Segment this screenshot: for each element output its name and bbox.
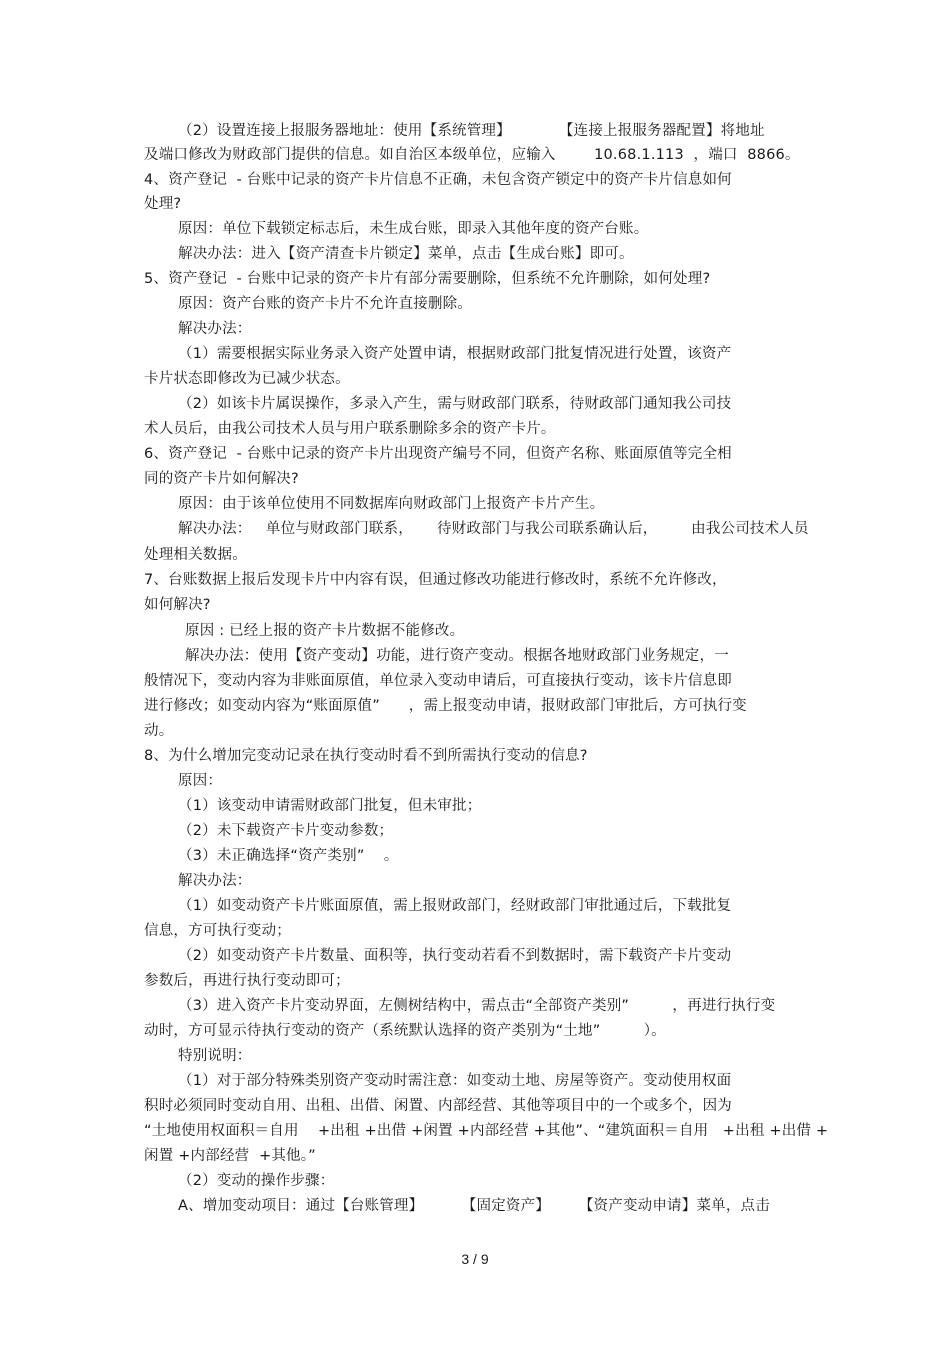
text-line: 信息，方可执行变动； [144, 923, 291, 939]
text-line: A、增加变动项目：通过【台账管理】 【固定资产】 【资产变动申请】菜单，点击 [178, 1198, 770, 1214]
text-line: 及端口修改为财政部门提供的信息。如自治区本级单位，应输入 10.68.1.113 ，端口 8866。 [144, 147, 800, 163]
text-line: “土地使用权面积＝自用 +出租 +出借 +闲置 +内部经营 +其他”、“建筑面积＝自用 +出租 +出借 + [144, 1123, 829, 1139]
text-line: 6、资产登记 - 台账中记录的资产卡片出现资产编号不同，但资产名称、账面原值等完全相 [144, 446, 732, 462]
text-line: 积时必须同时变动自用、出租、出借、闲置、内部经营、其他等项目中的一个或多个，因为 [144, 1098, 732, 1114]
text-line: 动时，方可显示待执行变动的资产（系统默认选择的资产类别为“土地” ）。 [144, 1023, 666, 1039]
text-line: 进行修改；如变动内容为“账面原值” ，需上报变动申请，报财政部门审批后，方可执行变 [144, 698, 747, 714]
text-line: 同的资产卡片如何解决? [144, 471, 299, 487]
text-line: 术人员后，由我公司技术人员与用户联系删除多余的资产卡片。 [144, 421, 556, 437]
text-line: 解决办法： [178, 873, 252, 889]
text-line: 解决办法：使用【资产变动】功能，进行资产变动。根据各地财政部门业务规定，一 [185, 648, 729, 664]
text-line: （2）变动的操作步骤： [178, 1173, 335, 1189]
text-line: 动。 [144, 723, 174, 739]
text-line: 处理? [144, 196, 182, 212]
text-line: （1）对于部分特殊类别资产变动时需注意：如变动土地、房屋等资产。变动使用权面 [178, 1073, 732, 1089]
text-line: 原因 : 已经上报的资产卡片数据不能修改。 [185, 623, 465, 639]
text-line: 卡片状态即修改为已减少状态。 [144, 371, 350, 387]
text-line: 参数后，再进行执行变动即可； [144, 973, 350, 989]
text-line: 处理相关数据。 [144, 547, 247, 563]
text-line: （1）如变动资产卡片账面原值，需上报财政部门，经财政部门审批通过后，下载批复 [178, 898, 732, 914]
text-line: （2）如变动资产卡片数量、面积等，执行变动若看不到数据时，需下载资产卡片变动 [178, 948, 732, 964]
text-line: 原因：由于该单位使用不同数据库向财政部门上报资产卡片产生。 [178, 496, 605, 512]
text-line: 8、为什么增加完变动记录在执行变动时看不到所需执行变动的信息? [144, 748, 588, 764]
text-line: 解决办法： 单位与财政部门联系， 待财政部门与我公司联系确认后， 由我公司技术人员 [178, 521, 809, 537]
text-line: （2）如该卡片属误操作，多录入产生，需与财政部门联系，待财政部门通知我公司技 [178, 396, 732, 412]
text-line: 闲置 +内部经营 +其他。” [144, 1148, 316, 1164]
text-line: 般情况下，变动内容为非账面原值，单位录入变动申请后，可直接执行变动，该卡片信息即 [144, 673, 732, 689]
text-line: （1）需要根据实际业务录入资产处置申请，根据财政部门批复情况进行处置，该资产 [178, 346, 732, 362]
text-line: 4、资产登记 - 台账中记录的资产卡片信息不正确，未包含资产锁定中的资产卡片信息如何 [144, 172, 732, 188]
text-line: （2）设置连接上报服务器地址：使用【系统管理】 【连接上报服务器配置】将地址 [178, 123, 765, 139]
text-line: 解决办法：进入【资产清查卡片锁定】菜单，点击【生成台账】即可。 [178, 246, 634, 262]
text-line: 解决办法： [178, 321, 252, 337]
text-line: （1）该变动申请需财政部门批复，但未审批； [178, 798, 482, 814]
text-line: 原因：资产台账的资产卡片不允许直接删除。 [178, 296, 472, 312]
text-line: 7、台账数据上报后发现卡片中内容有误，但通过修改功能进行修改时，系统不允许修改， [144, 572, 727, 588]
text-line: 5、资产登记 - 台账中记录的资产卡片有部分需要删除，但系统不允许删除，如何处理? [144, 271, 711, 287]
text-line: （3）未正确选择“资产类别” 。 [178, 848, 399, 864]
text-line: （2）未下载资产卡片变动参数； [178, 823, 394, 839]
text-line: （3）进入资产卡片变动界面，左侧树结构中，需点击“全部资产类别” ，再进行执行变 [178, 998, 776, 1014]
text-line: 特别说明： [178, 1048, 252, 1064]
text-line: 原因： [178, 773, 223, 789]
text-line: 如何解决? [144, 597, 211, 613]
text-line: 原因：单位下载锁定标志后，未生成台账，即录入其他年度的资产台账。 [178, 221, 649, 237]
page-number: 3 / 9 [461, 1251, 489, 1267]
